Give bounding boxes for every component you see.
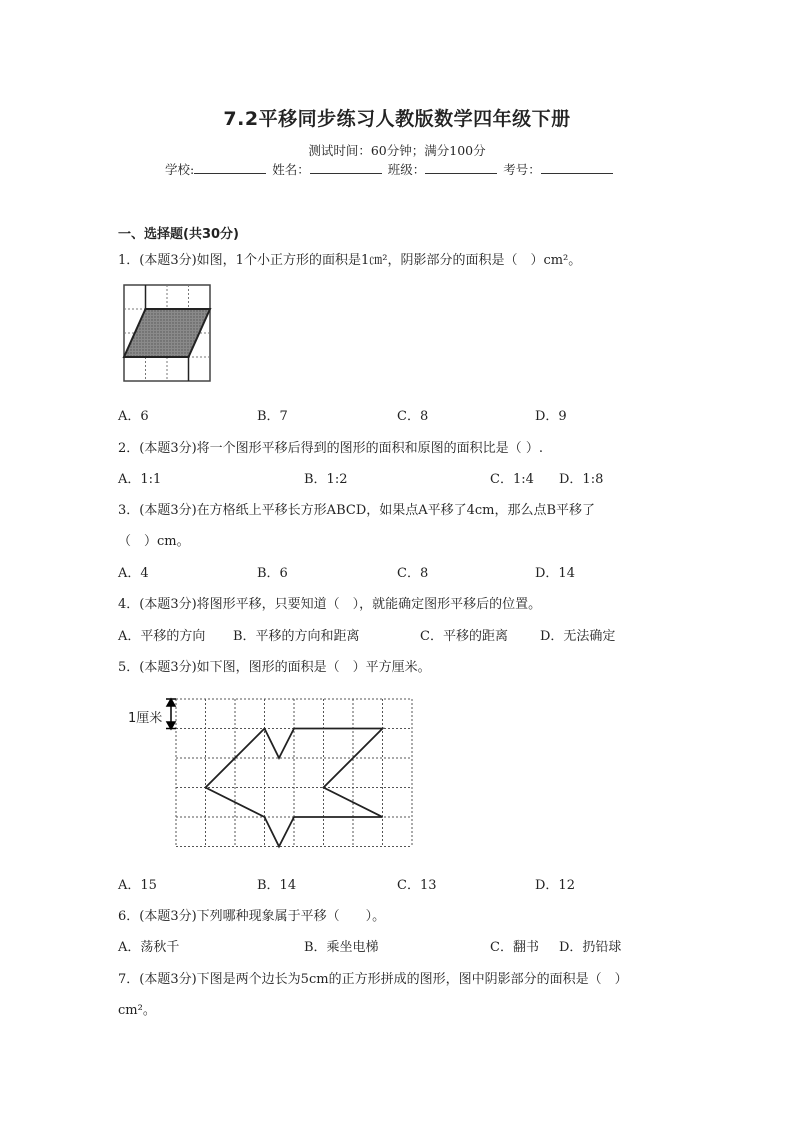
q4-option-d[interactable]: D．无法确定 bbox=[540, 629, 616, 644]
q3-option-a[interactable]: A．4 bbox=[118, 566, 149, 581]
q5-option-a[interactable]: A．15 bbox=[118, 878, 157, 893]
q6-option-c[interactable]: C．翻书 bbox=[490, 940, 539, 955]
question-3-cont: （ ）cm。 bbox=[118, 534, 190, 549]
q6-option-b[interactable]: B．乘坐电梯 bbox=[304, 940, 379, 955]
q5-option-c[interactable]: C．13 bbox=[397, 878, 437, 893]
question-1: 1．(本题3分)如图，1个小正方形的面积是1㎝²，阴影部分的面积是（ ）cm²。 bbox=[118, 253, 582, 268]
school-blank[interactable] bbox=[194, 161, 266, 174]
q1-option-b[interactable]: B．7 bbox=[257, 409, 288, 424]
q1-option-d[interactable]: D．9 bbox=[535, 409, 567, 424]
section-heading: 一、选择题(共30分) bbox=[118, 227, 239, 242]
q5-figure bbox=[162, 694, 418, 852]
q1-option-a[interactable]: A．6 bbox=[118, 409, 149, 424]
q5-option-b[interactable]: B．14 bbox=[257, 878, 297, 893]
question-5: 5．(本题3分)如下图，图形的面积是（ ）平方厘米。 bbox=[118, 660, 431, 675]
question-3: 3．(本题3分)在方格纸上平移长方形ABCD，如果点A平移了4cm，那么点B平移了 bbox=[118, 503, 596, 518]
q3-option-b[interactable]: B．6 bbox=[257, 566, 288, 581]
school-label: 学校: bbox=[165, 162, 195, 177]
question-2: 2．(本题3分)将一个图形平移后得到的图形的面积和原图的面积比是（ ）. bbox=[118, 441, 543, 456]
student-info-row bbox=[165, 160, 615, 178]
q5-option-d[interactable]: D．12 bbox=[535, 878, 575, 893]
question-6: 6．(本题3分)下列哪种现象属于平移（ ）。 bbox=[118, 909, 386, 924]
q6-option-d[interactable]: D．扔铅球 bbox=[559, 940, 622, 955]
exam-no-blank[interactable] bbox=[541, 161, 613, 174]
question-7: 7．(本题3分)下图是两个边长为5cm的正方形拼成的图形，图中阴影部分的面积是（ ） bbox=[118, 972, 628, 987]
scale-label: 1厘米 bbox=[128, 711, 163, 726]
q2-option-d[interactable]: D．1:8 bbox=[559, 472, 604, 487]
test-info: 测试时间：60分钟；满分100分 bbox=[308, 143, 486, 158]
exam-no-label: 考号： bbox=[503, 162, 541, 177]
q4-option-b[interactable]: B．平移的方向和距离 bbox=[233, 629, 360, 644]
page-title: 7.2平移同步练习人教版数学四年级下册 bbox=[223, 108, 571, 130]
q2-option-a[interactable]: A．1:1 bbox=[118, 472, 162, 487]
class-blank[interactable] bbox=[425, 161, 497, 174]
q3-option-c[interactable]: C．8 bbox=[397, 566, 429, 581]
q3-option-d[interactable]: D．14 bbox=[535, 566, 575, 581]
q6-option-a[interactable]: A．荡秋千 bbox=[118, 940, 180, 955]
name-label: 姓名： bbox=[272, 162, 310, 177]
question-7-cont: cm²。 bbox=[118, 1003, 156, 1018]
q1-figure bbox=[118, 283, 214, 383]
q4-option-c[interactable]: C．平移的距离 bbox=[420, 629, 508, 644]
q2-option-b[interactable]: B．1:2 bbox=[304, 472, 348, 487]
question-4: 4．(本题3分)将图形平移，只要知道（ ），就能确定图形平移后的位置。 bbox=[118, 597, 542, 612]
name-blank[interactable] bbox=[310, 161, 382, 174]
class-label: 班级： bbox=[387, 162, 426, 177]
q4-option-a[interactable]: A．平移的方向 bbox=[118, 629, 206, 644]
q2-option-c[interactable]: C．1:4 bbox=[490, 472, 534, 487]
q1-option-c[interactable]: C．8 bbox=[397, 409, 429, 424]
